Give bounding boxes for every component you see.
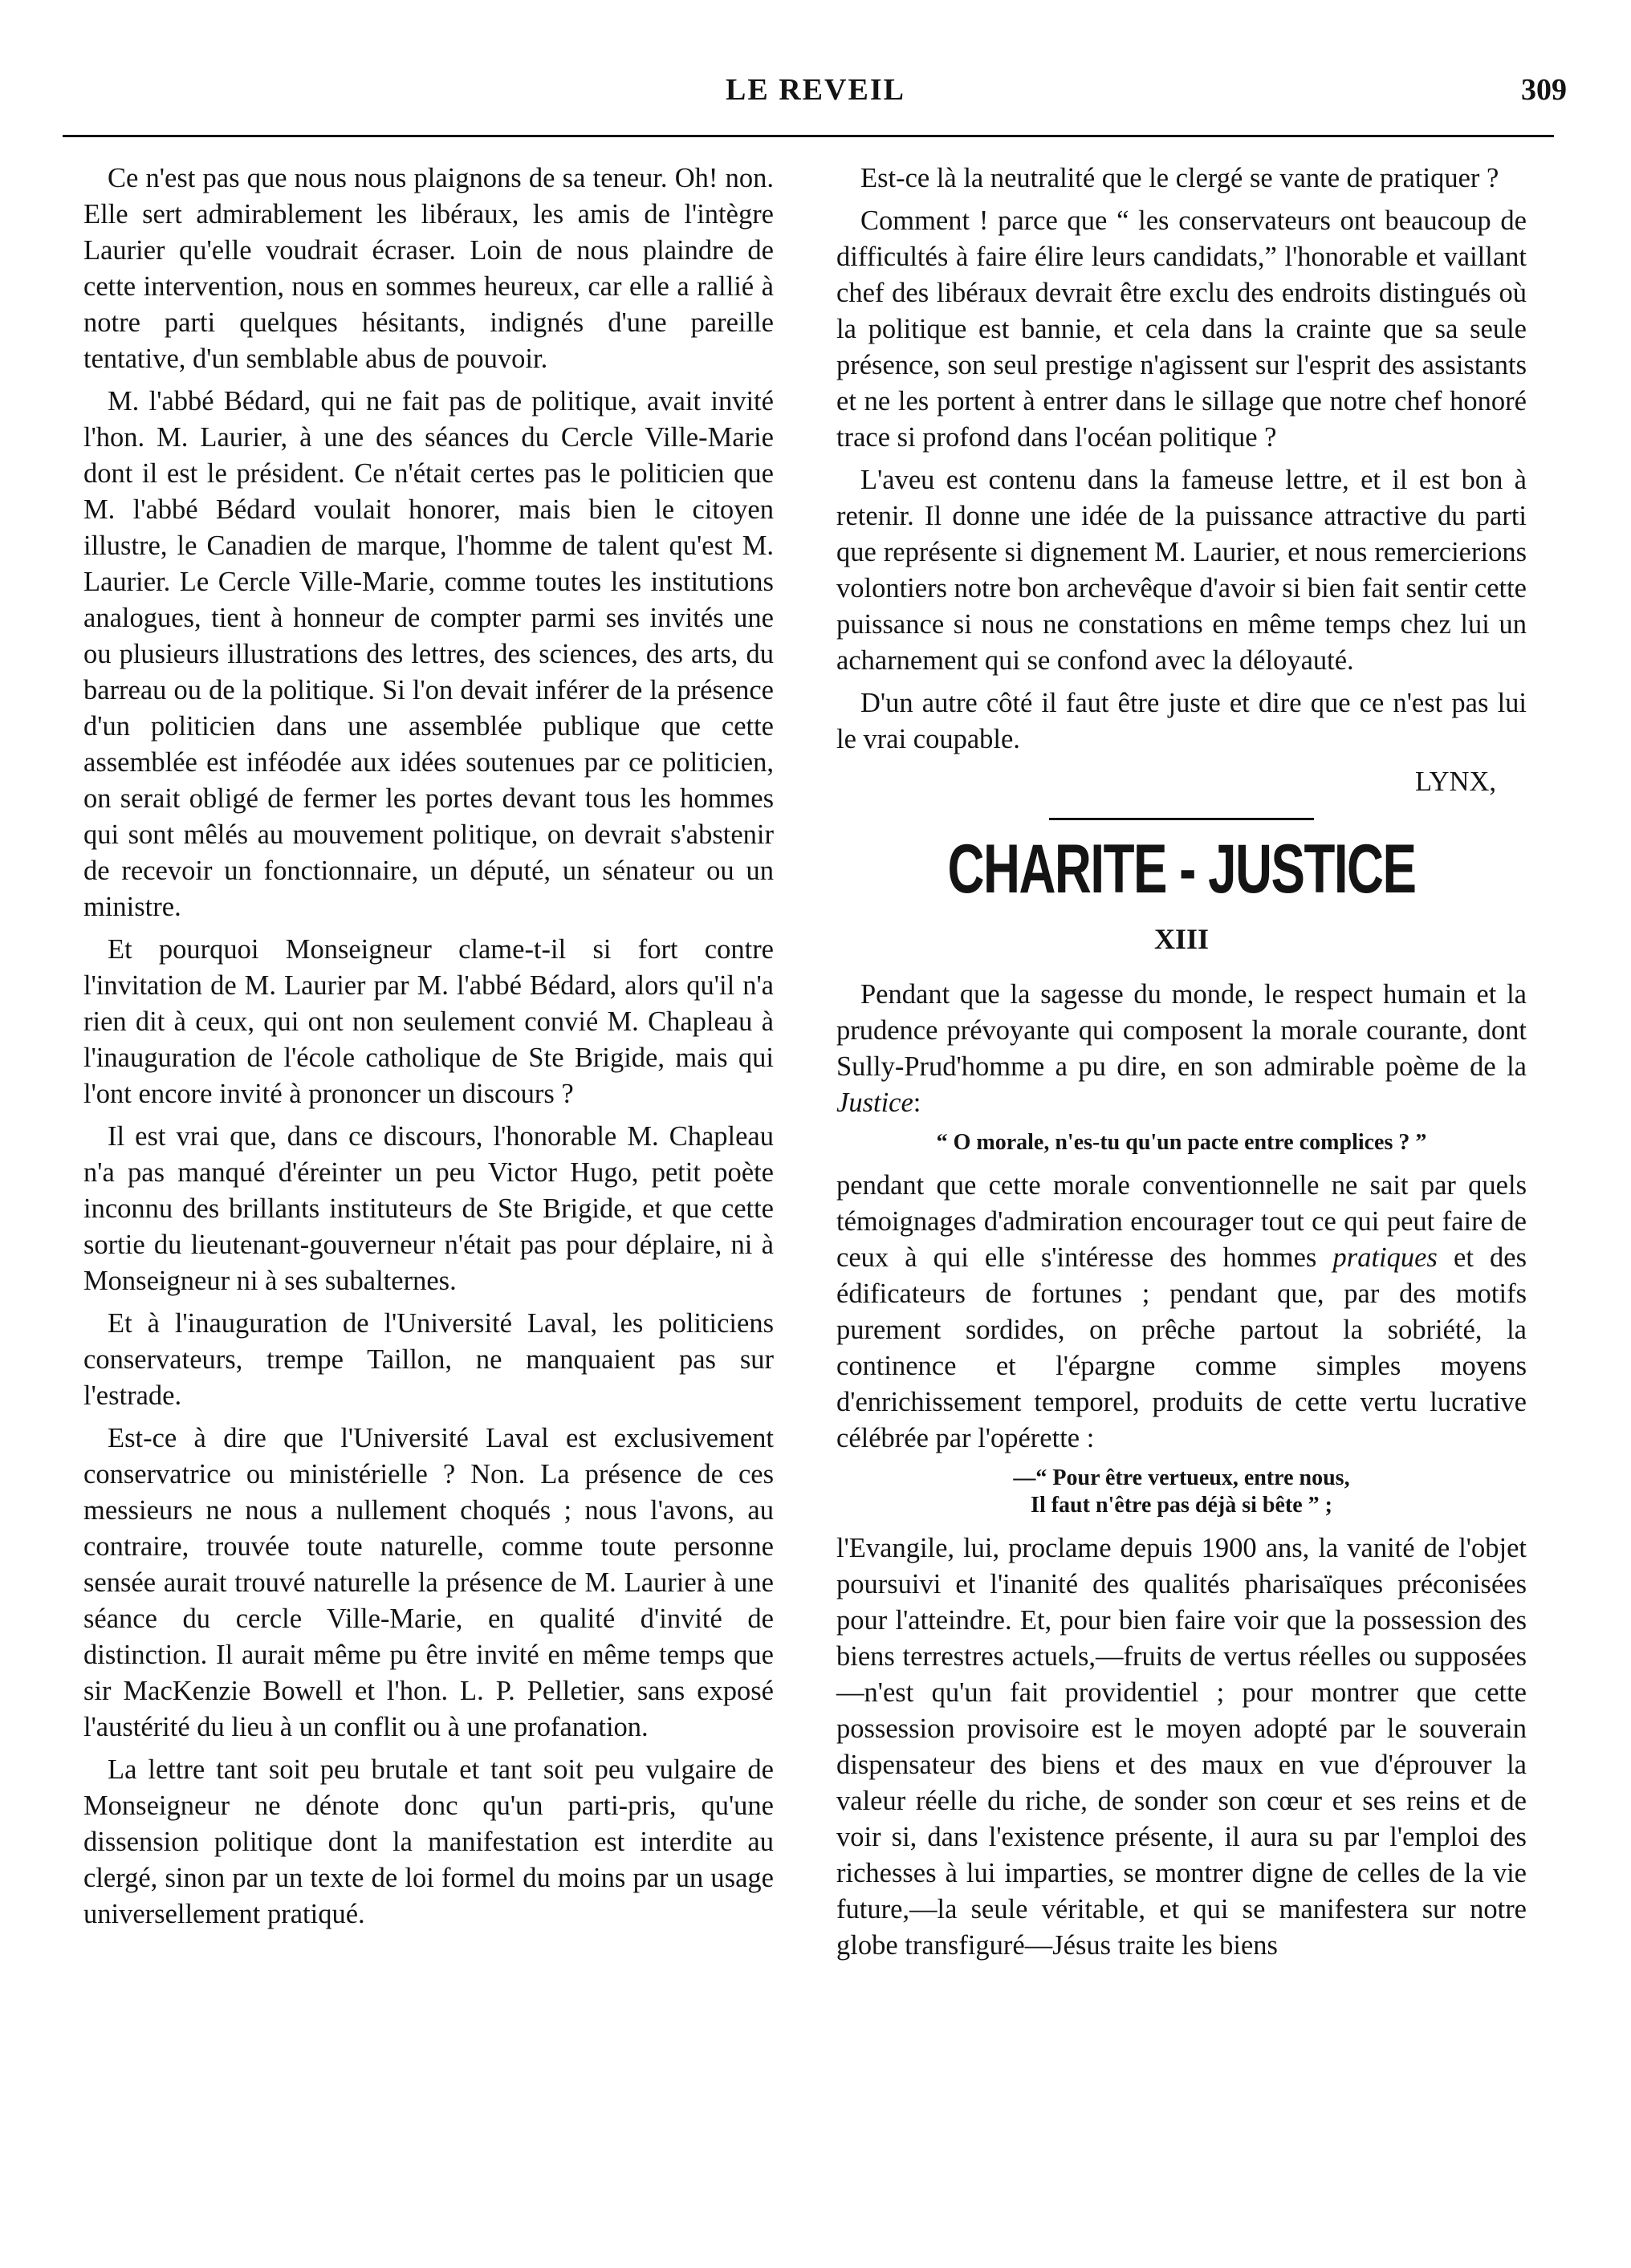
section-number: XIII bbox=[1153, 923, 1210, 955]
verse-quote bbox=[836, 1465, 1527, 1519]
running-title: LE REVEIL bbox=[726, 73, 905, 107]
author-signature: LYNX, bbox=[1415, 766, 1496, 797]
paragraph: Est-ce à dire que l'Université Laval est exclusivement conservatrice ou ministérielle ? Non. La présence de ces messieurs ne nous a nullement choqués ; nous l'avons, au contraire, trouvée toute naturelle, comme toute personne sensée aurait trouvé naturelle la présence de M. Laurier à une séance du cercle Ville-Marie, en qualité d'invité de distinction. Il aurait même pu être invité en même temps que sir MacKenzie Bowell et l'hon. L. P. Pelletier, sans exposé l'austérité du lieu à un conflit ou à une profanation. bbox=[83, 1423, 774, 1742]
paragraph-text: pendant que cette morale conventionnelle ne sait par quels témoignages d'admiration encourager tout ce qui peut faire de ceux à qui elle s'intéresse des hommes bbox=[836, 1170, 1527, 1273]
paragraph-text: et des édificateurs de fortunes ; pendant que, par des motifs purement sordides, on prêche partout la sobriété, la continence et l'épargne comme simples moyens d'enrichissement temporel, produits de cette vertu lucrative célébrée par l'opérette : bbox=[836, 1242, 1527, 1453]
paragraph bbox=[836, 977, 1527, 1121]
paragraph-text: Pendant que la sagesse du monde, le respect humain et la prudence prévoyante qui composent la morale courante, dont Sully-Prud'homme a pu dire, en son admirable poème de la bbox=[836, 979, 1527, 1082]
left-column bbox=[83, 161, 774, 1939]
italic-word: Justice bbox=[836, 1087, 913, 1118]
title-rule bbox=[1049, 818, 1314, 820]
verse-line: —“ Pour être vertueux, entre nous, bbox=[1013, 1465, 1350, 1490]
paragraph: Ce n'est pas que nous nous plaignons de sa teneur. Oh! non. Elle sert admirablement les libéraux, les amis de l'intègre Laurier qu'elle voudrait écraser. Loin de nous plaindre de cette intervention, nous en sommes heureux, car elle a rallié à notre parti quelques hésitants, indignés d'une pareille tentative, d'un semblable abus de pouvoir. bbox=[83, 163, 774, 374]
paragraph: Est-ce là la neutralité que le clergé se vante de pratiquer ? bbox=[860, 163, 1499, 193]
italic-word: pratiques bbox=[1332, 1242, 1438, 1273]
paragraph: Et à l'inauguration de l'Université Laval, les politiciens conservateurs, trempe Taillon, ne manquaient pas sur l'estrade. bbox=[83, 1308, 774, 1411]
paragraph: l'Evangile, lui, proclame depuis 1900 ans, la vanité de l'objet poursuivi et l'inanité des qualités pharisaïques préconisées pour l'atteindre. Et, pour bien faire voir que la possession des biens terrestres actuels,—fruits de vertus réelles ou supposées—n'est qu'un fait providentiel ; pour montrer que cette possession provisoire est le moyen adopté par le souverain dispensateur des biens et des maux en vue d'éprouver la valeur réelle du riche, de sonder son cœur et ses reins et de voir si, dans l'existence présente, il aura su par l'emploi des richesses à lui imparties, se montrer digne de celles de la vie future,—la seule véritable, et qui se manifestera sur notre globe transfiguré—Jésus traite les biens bbox=[836, 1533, 1527, 1961]
paragraph: Et pourquoi Monseigneur clame-t-il si fort contre l'invitation de M. Laurier par M. l'abbé Bédard, alors qu'il n'a rien dit à ceux, qui ont non seulement convié M. Chapleau à l'inauguration de l'école catholique de Ste Brigide, mais qui l'ont encore invité à prononcer un discours ? bbox=[83, 934, 774, 1109]
paragraph: Il est vrai que, dans ce discours, l'honorable M. Chapleau n'a pas manqué d'éreinter un peu Victor Hugo, petit poète inconnu des brillants instituteurs de Ste Brigide, et que cette sortie du lieutenant-gouverneur n'était pas pour déplaire, ni à Monseigneur ni à ses subalternes. bbox=[83, 1121, 774, 1296]
page-number: 309 bbox=[1521, 73, 1567, 107]
verse-quote: “ O morale, n'es-tu qu'un pacte entre complices ? ” bbox=[936, 1130, 1427, 1155]
verse-line: Il faut n'être pas déjà si bête ” ; bbox=[1031, 1493, 1332, 1518]
paragraph: D'un autre côté il faut être juste et dire que ce n'est pas lui le vrai coupable. bbox=[836, 688, 1527, 754]
paragraph: L'aveu est contenu dans la fameuse lettre, et il est bon à retenir. Il donne une idée de la puissance attractive du parti que représente si dignement M. Laurier, et nous remercierions volontiers notre bon archevêque d'avoir si bien fait sentir cette puissance si nous ne constations en même temps chez lui un acharnement qui se confond avec la déloyauté. bbox=[836, 465, 1527, 676]
paragraph: La lettre tant soit peu brutale et tant soit peu vulgaire de Monseigneur ne dénote donc qu'un parti-pris, qu'une dissension politique dont la manifestation est interdite au clergé, sinon par un texte de loi formel du moins par un usage universellement pratiqué. bbox=[83, 1754, 774, 1929]
header-rule bbox=[63, 135, 1554, 137]
paragraph bbox=[836, 1168, 1527, 1457]
paragraph: M. l'abbé Bédard, qui ne fait pas de politique, avait invité l'hon. M. Laurier, à une des séances du Cercle Ville-Marie dont il est le président. Ce n'était certes pas le politicien que M. l'abbé Bédard voulait honorer, mais bien le citoyen illustre, le Canadien de marque, l'homme de talent qu'est M. Laurier. Le Cercle Ville-Marie, comme toutes les institutions analogues, tient à honneur de compter parmi ses invités une ou plusieurs illustrations des lettres, des sciences, des arts, du barreau ou de la politique. Si l'on devait inférer de la présence d'un politicien dans une assemblée publique que cette assemblée est inféodée aux idées soutenues par ce politicien, on serait obligé de fermer les portes devant tous les hommes qui sont mêlés au mouvement politique, on devrait s'abstenir de recevoir un fonctionnaire, un député, un sénateur ou un ministre. bbox=[83, 386, 774, 922]
punctuation: : bbox=[913, 1087, 921, 1118]
right-column bbox=[836, 161, 1527, 1970]
paragraph: Comment ! parce que “ les conservateurs ont beaucoup de difficultés à faire élire leurs candidats,” l'honorable et vaillant chef des libéraux devrait être exclu des endroits distingués où la politique est bannie, et cela dans la crainte que sa seule présence, son seul prestige n'agissent sur l'esprit des assistants et ne les portent à entrer dans le sillage que notre chef honoré trace si profond dans l'océan politique ? bbox=[836, 205, 1527, 453]
section-title: CHARITE - JUSTICE bbox=[947, 831, 1416, 908]
page-header bbox=[0, 72, 1631, 120]
